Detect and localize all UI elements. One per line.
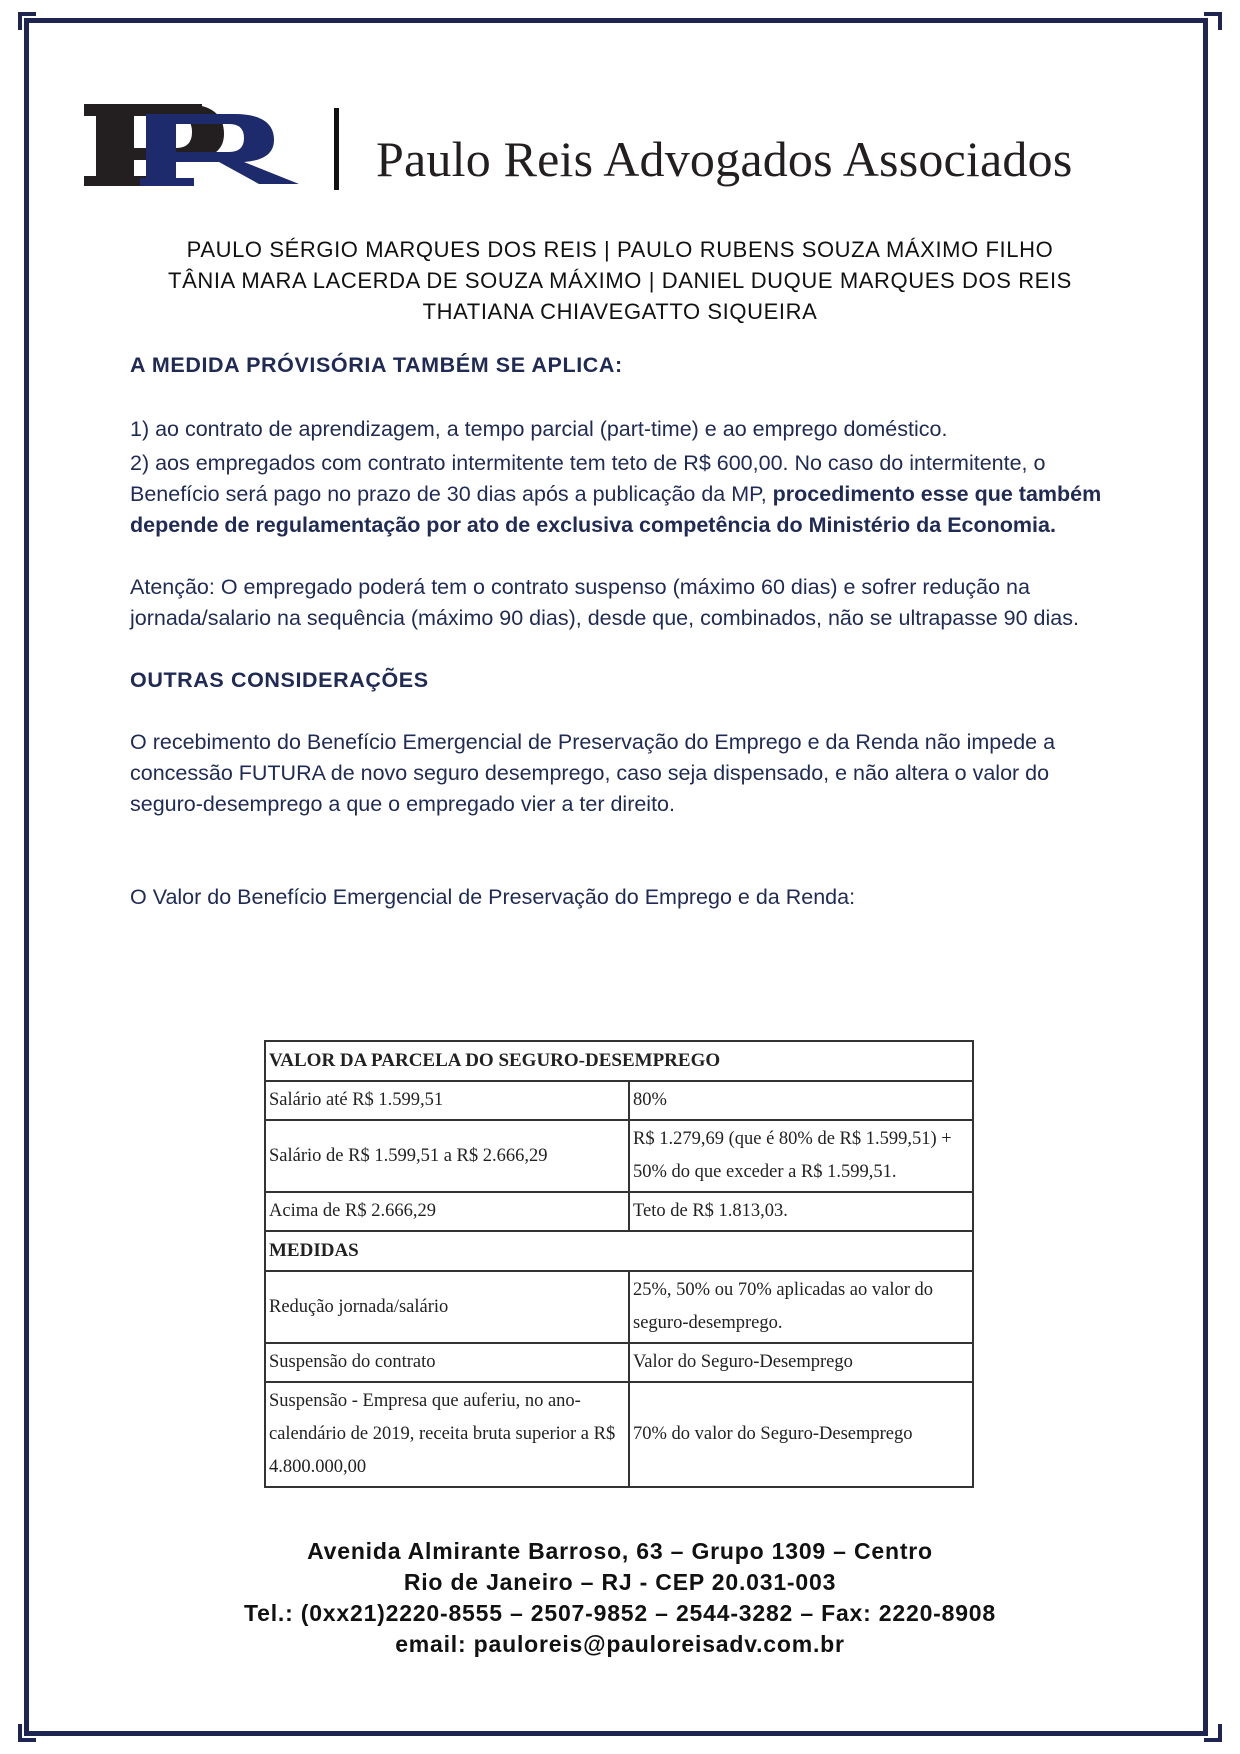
table-cell: R$ 1.279,69 (que é 80% de R$ 1.599,51) + 50% do que exceder a R$ 1.599,51.	[629, 1120, 973, 1192]
table-row	[265, 1343, 973, 1382]
border-corner	[1204, 12, 1222, 30]
considerations-paragraph: O recebimento do Benefício Emergencial de Preservação do Emprego e da Renda não impede a concessão FUTURA de novo seguro desemprego, caso seja dispensado, e não altera o valor do seguro-desemprego a que o empregado vier a ter direito.	[130, 730, 1056, 816]
table-row	[265, 1382, 973, 1487]
partners-line: PAULO SÉRGIO MARQUES DOS REIS | PAULO RUBENS SOUZA MÁXIMO FILHO	[186, 237, 1054, 262]
table-row	[265, 1041, 973, 1081]
item-emphasis: procedimento esse que também depende de regulamentação por ato de exclusiva competência do Ministério da Economia.	[130, 482, 1102, 537]
table-cell: Teto de R$ 1.813,03.	[629, 1192, 973, 1231]
table-row	[265, 1192, 973, 1231]
table-cell: Salário até R$ 1.599,51	[265, 1081, 629, 1120]
footer-line: Tel.: (0xx21)2220-8555 – 2507-9852 – 2544-3282 – Fax: 2220-8908	[243, 1600, 996, 1626]
partners-line: THATIANA CHIAVEGATTO SIQUEIRA	[422, 299, 818, 324]
value-intro: O Valor do Benefício Emergencial de Preservação do Emprego e da Renda:	[130, 885, 856, 909]
table-cell: Valor do Seguro-Desemprego	[629, 1343, 973, 1382]
item-text: 2) aos empregados com contrato intermitente tem teto de R$ 600,00. No caso do intermitente, o Benefício será pago no prazo de 30 dias após a publicação da MP,	[130, 451, 1046, 506]
letterhead	[84, 100, 1164, 200]
benefit-table-wrapper	[264, 1040, 974, 1488]
border-corner	[1204, 1724, 1222, 1742]
table-cell: 70% do valor do Seguro-Desemprego	[629, 1382, 973, 1487]
border-corner	[18, 12, 36, 30]
list-item: 1) ao contrato de aprendizagem, a tempo parcial (part-time) e ao emprego doméstico.	[130, 417, 948, 441]
table-cell: Suspensão do contrato	[265, 1343, 629, 1382]
table-row	[265, 1120, 973, 1192]
table-cell: Acima de R$ 2.666,29	[265, 1192, 629, 1231]
table-row	[265, 1271, 973, 1343]
document-body	[130, 350, 1110, 913]
firm-name: Paulo Reis Advogados Associados	[376, 131, 1073, 187]
section-heading: OUTRAS CONSIDERAÇÕES	[130, 668, 429, 692]
benefit-table	[264, 1040, 974, 1488]
partners-list	[0, 234, 1240, 327]
table-row	[265, 1231, 973, 1271]
table-cell: 80%	[629, 1081, 973, 1120]
attention-paragraph: Atenção: O empregado poderá tem o contrato suspenso (máximo 60 dias) e sofrer redução na jornada/salario na sequência (máximo 90 dias), desde que, combinados, não se ultrapasse 90 dias.	[130, 575, 1079, 630]
firm-logo	[84, 104, 304, 188]
table-title: VALOR DA PARCELA DO SEGURO-DESEMPREGO	[265, 1041, 973, 1081]
table-row	[265, 1081, 973, 1120]
border-corner	[18, 1724, 36, 1742]
list-item	[130, 448, 1110, 541]
table-cell: Redução jornada/salário	[265, 1271, 629, 1343]
section-heading: A MEDIDA PRÓVISÓRIA TAMBÉM SE APLICA:	[130, 353, 623, 377]
logo-divider	[334, 108, 339, 190]
footer-line: Rio de Janeiro – RJ - CEP 20.031-003	[403, 1569, 837, 1595]
footer-line: Avenida Almirante Barroso, 63 – Grupo 1309 – Centro	[307, 1538, 933, 1564]
table-section-title: MEDIDAS	[265, 1231, 973, 1271]
table-cell: 25%, 50% ou 70% aplicadas ao valor do seguro-desemprego.	[629, 1271, 973, 1343]
footer-email[interactable]: email: pauloreis@pauloreisadv.com.br	[395, 1631, 845, 1657]
footer-address	[0, 1536, 1240, 1660]
table-cell: Salário de R$ 1.599,51 a R$ 2.666,29	[265, 1120, 629, 1192]
table-cell: Suspensão - Empresa que auferiu, no ano-calendário de 2019, receita bruta superior a R$ 4.800.000,00	[265, 1382, 629, 1487]
partners-line: TÂNIA MARA LACERDA DE SOUZA MÁXIMO | DANIEL DUQUE MARQUES DOS REIS	[168, 268, 1072, 293]
